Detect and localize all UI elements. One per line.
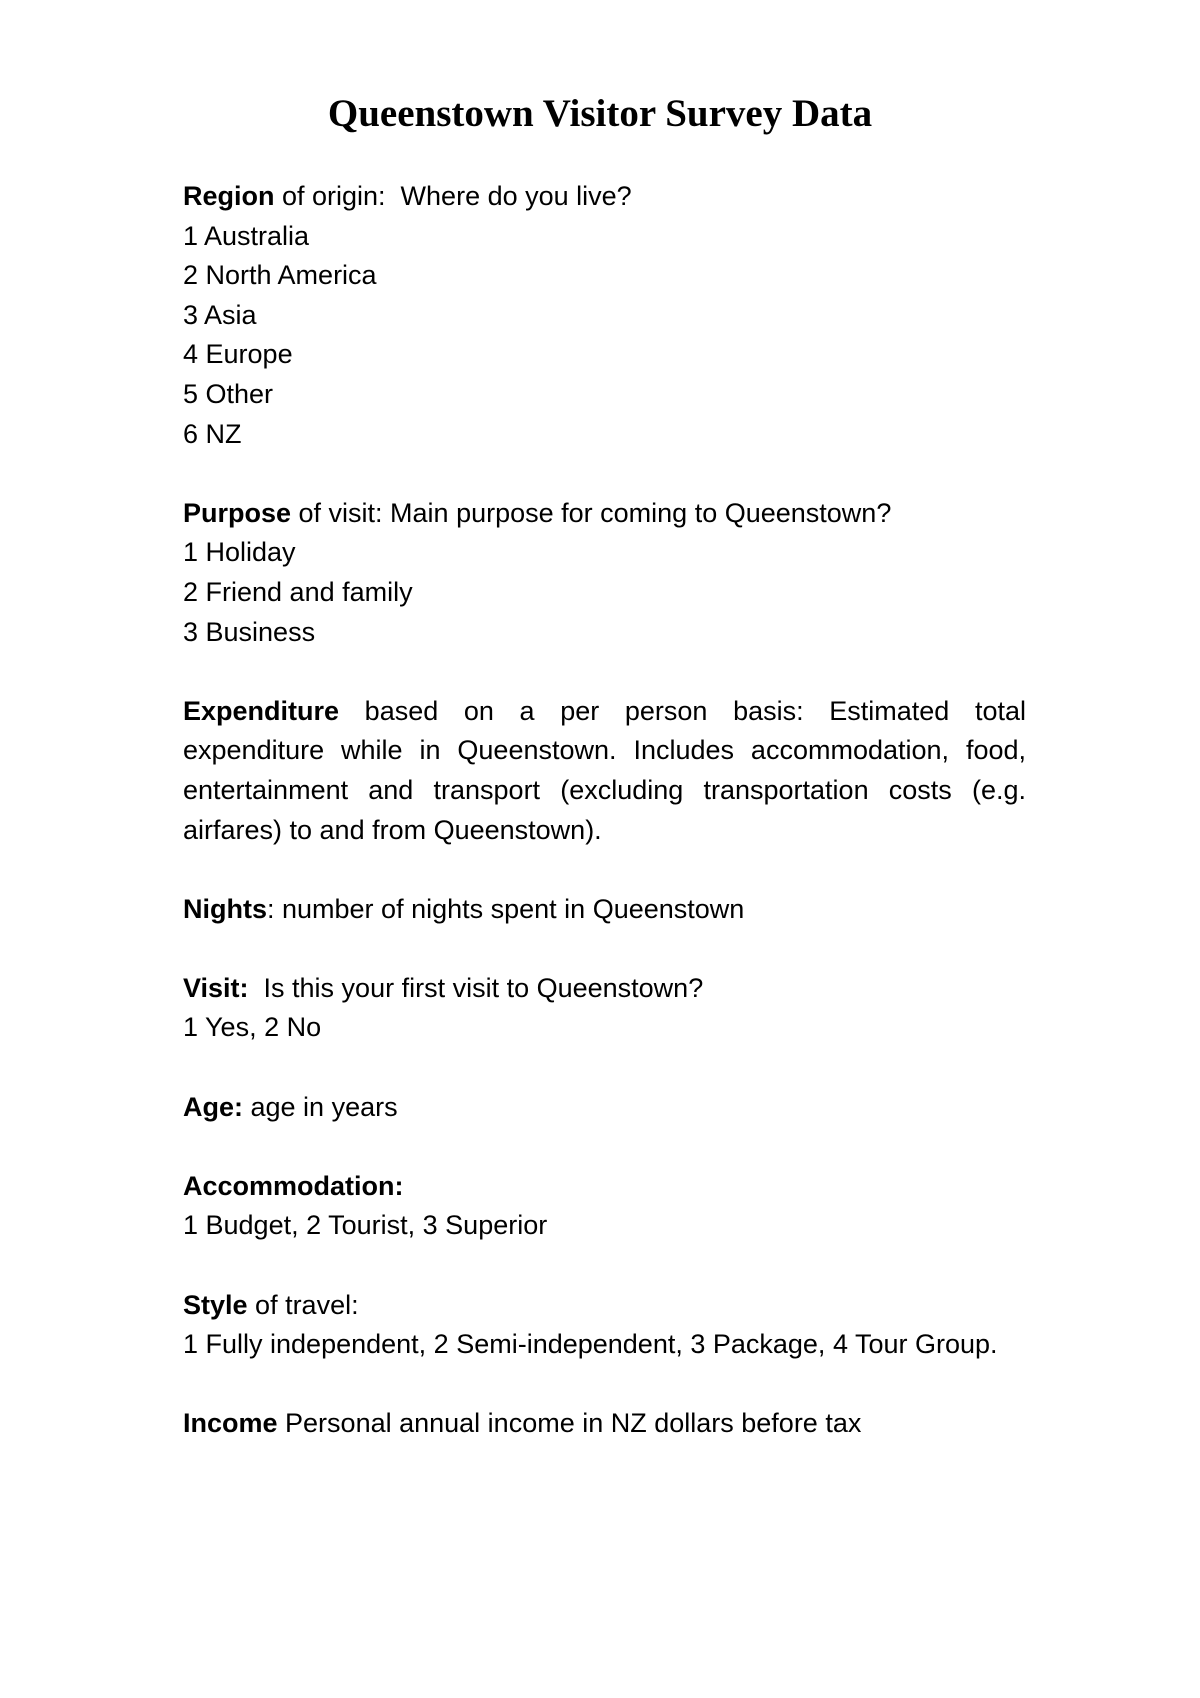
region-heading [183,177,1026,217]
region-option: 1 Australia [183,220,310,251]
expenditure-paragraph [183,692,1026,850]
style-question: of travel: [247,1289,359,1320]
income-section [183,1404,1026,1444]
style-label: Style [183,1289,248,1320]
age-section [183,1088,1026,1128]
accommodation-section [183,1167,1026,1246]
visit-heading [183,969,1026,1009]
purpose-question: of visit: Main purpose for coming to Queenstown? [291,497,892,528]
expenditure-label: Expenditure [183,695,340,726]
nights-description: : number of nights spent in Queenstown [267,893,745,924]
visit-section [183,969,1026,1048]
nights-line [183,890,1026,930]
expenditure-description: based on a per person basis: Estimated total expenditure while in Queenstown. Includes accommodation, food, entertainment and transport (excluding transportation costs (e.g. airfares) to and from Queenstown). [183,695,1026,845]
accommodation-label: Accommodation: [183,1170,404,1201]
purpose-section [183,494,1026,652]
purpose-heading [183,494,1026,534]
accommodation-options: 1 Budget, 2 Tourist, 3 Superior [183,1210,548,1241]
purpose-label: Purpose [183,497,292,528]
region-option: 3 Asia [183,299,257,330]
nights-label: Nights [183,893,267,924]
document-title: Queenstown Visitor Survey Data [327,92,873,135]
accommodation-heading [183,1167,1026,1207]
visit-label: Visit: [183,972,249,1003]
document-body [183,177,1026,1484]
income-description: Personal annual income in NZ dollars before tax [277,1408,862,1439]
purpose-option: 2 Friend and family [183,576,413,607]
region-option: 6 NZ [183,418,242,449]
style-heading [183,1286,1026,1326]
style-options: 1 Fully independent, 2 Semi-independent, 3 Package, 4 Tour Group. [183,1329,998,1360]
nights-section [183,890,1026,930]
region-question: of origin: Where do you live? [274,181,632,211]
region-option: 2 North America [183,260,377,291]
region-label: Region [183,181,275,211]
region-option: 5 Other [183,378,274,409]
age-line [183,1088,1026,1128]
visit-options: 1 Yes, 2 No [183,1012,322,1043]
income-line [183,1404,1026,1444]
expenditure-section [183,692,1026,850]
region-option: 4 Europe [183,339,293,370]
purpose-option: 1 Holiday [183,537,296,568]
age-description: age in years [243,1091,398,1122]
age-label: Age: [183,1091,243,1122]
income-label: Income [183,1408,278,1439]
style-section [183,1286,1026,1365]
visit-question: Is this your first visit to Queenstown? [248,972,704,1003]
region-section [183,177,1026,454]
purpose-option: 3 Business [183,616,316,647]
